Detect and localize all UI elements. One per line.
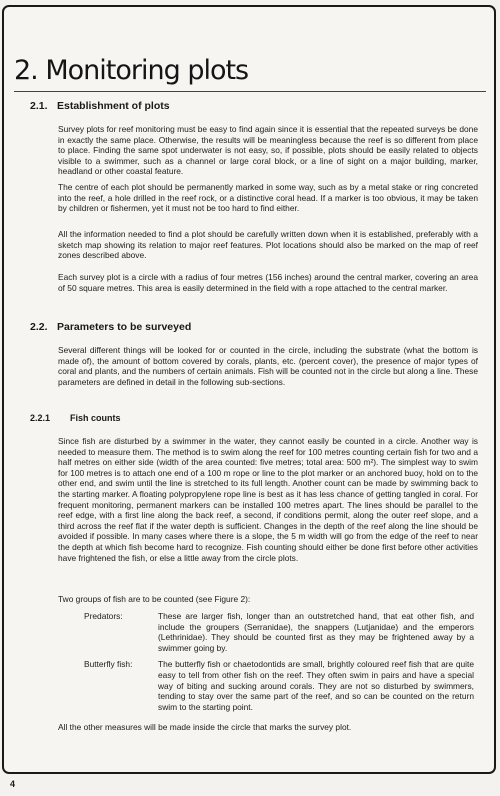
closing-paragraph: All the other measures will be made inside the circle that marks the survey plot.	[58, 722, 352, 732]
paragraph: Survey plots for reef monitoring must be easy to find again since it is essential that the repeated surveys be done in exactly the same place. Otherwise, the results will be meaningless because the reef is so different from place to place. Finding the same spot underwater is not easy, so, if possible, plots should be easily related to objects visible to a swimmer, such as a channel or large coral block, or a line of sight on a major building, marker, headland or other coastal feature.	[58, 124, 478, 177]
section-heading-2-2-1	[30, 413, 121, 423]
paragraph: Several different things will be looked for or counted in the circle, including the substrate (what the bottom is made of), the amount of bottom covered by corals, plants, etc. (percent cover), the presence of major types of coral and plants, and the numbers of certain animals. Fish will be counted not in the circle but along a line. These parameters are defined in detail in the following sub-sections.	[58, 345, 478, 387]
chapter-title: 2. Monitoring plots	[14, 55, 249, 86]
definition-item	[84, 659, 474, 712]
definition-term: Predators:	[84, 611, 123, 621]
definition-text: The butterfly fish or chaetodontids are small, brightly coloured reef fish that are quite easy to tell from other fish on the reef. They often swim in pairs and have a special way of biting and sucking around corals. They are not so disturbed by swimmers, tending to stay over the same part of the reef, and so can be counted on the return swim to the starting point.	[158, 659, 474, 712]
section-heading-2-1	[30, 100, 170, 112]
section-number: 2.2.	[30, 321, 48, 333]
section-title: Parameters to be surveyed	[57, 321, 192, 333]
section-title: Fish counts	[70, 413, 121, 423]
paragraph: The centre of each plot should be permanently marked in some way, such as by a metal stake or ring concreted into the reef, a hole drilled in the reef rock, or a distinctive coral head. If a marker is too obvious, it may be taken by children or fishermen, yet it must not be too hard to find either.	[58, 182, 478, 214]
section-number: 2.1.	[30, 100, 48, 112]
page-number: 4	[10, 779, 16, 789]
section-title: Establishment of plots	[57, 100, 170, 112]
definition-term: Butterfly fish:	[84, 659, 133, 670]
paragraph: Since fish are disturbed by a swimmer in the water, they cannot easily be counted in a circle. Another way is needed to measure them. The method is to swim along the reef for 100 metres counting certain fish for two and a half metres on either side (width of the area counted: five metres; total area: 500 m²). The simplest way to swim for 100 metres is to attach one end of a 100 m rope or line to the plot marker or an anchored buoy, hold on to the other end, and swim until the line is stretched to its full length. Another count can be made by swimming back to the starting marker. A floating polypropylene rope line is best as it has less chance of getting tangled in coral. For frequent monitoring, permanent markers can be installed 100 metres apart. The lines should be parallel to the reef edge, with a first line along the back reef, a second, if conditions permit, along the outer reef slope, and a third across the reef flat if the water depth is sufficient. Changes in the depth of the reef along the line should be avoided if possible. In many cases where there is a slope, the 5 m width will go from the edge of the reef to near the depth at which fish become hard to recognize. Fish counting should either be done first before other activities have frightened the fish, or else a little away from the circle plots.	[58, 436, 478, 563]
paragraph: Two groups of fish are to be counted (see Figure 2):	[58, 594, 251, 604]
definition-item	[84, 611, 474, 653]
section-number: 2.2.1	[30, 413, 51, 423]
paragraph: All the information needed to find a plot should be carefully written down when it is established, preferably with a sketch map showing its relation to major reef features. Plot locations should also be marked on the map of reef zones described above.	[58, 229, 478, 261]
definition-text: These are larger fish, longer than an outstretched hand, that eat other fish, and include the groupers (Serranidae), the snappers (Lutjanidae) and the emperors (Lethrinidae). They should be counted first as they may be frightened away by a swimmer going by.	[158, 611, 474, 653]
title-rule	[14, 91, 486, 92]
paragraph: Each survey plot is a circle with a radius of four metres (156 inches) around the central marker, covering an area of 50 square metres. This area is easily determined in the field with a rope attached to the central marker.	[58, 272, 478, 293]
section-heading-2-2	[30, 321, 191, 333]
definition-list	[84, 611, 474, 712]
